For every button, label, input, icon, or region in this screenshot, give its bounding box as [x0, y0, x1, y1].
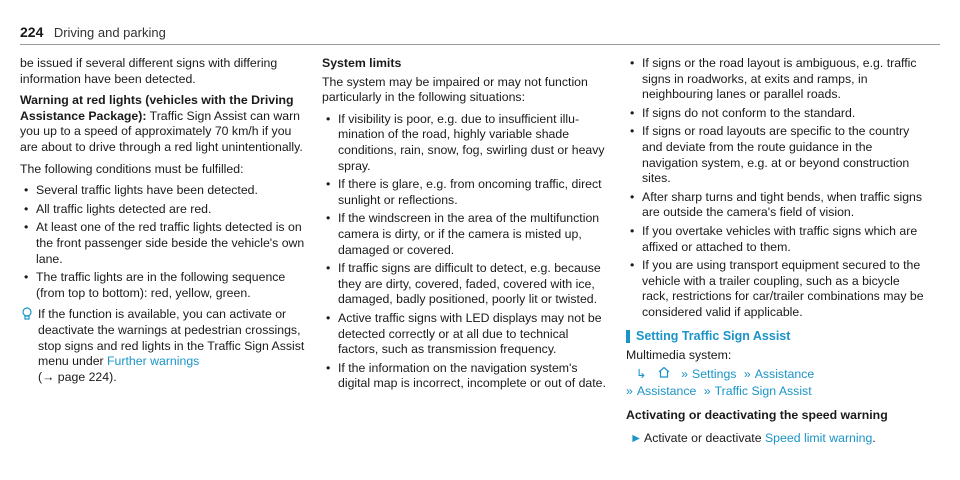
menu-path-line-2	[626, 384, 926, 400]
chevron-right-icon: »	[703, 384, 711, 399]
list-item: • The traffic lights are in the following sequence (from top to bottom): red, yellow, green.	[20, 270, 310, 301]
assistance-link[interactable]: Assistance	[754, 366, 815, 381]
list-item: • Several traffic lights have been detected.	[20, 183, 310, 199]
list-item: • If visibility is poor, e.g. due to insufficient illumination of the road, highly variable shade conditions, rain, snow, fog, swirling dust or heavy spray.	[322, 112, 612, 174]
column-3	[626, 56, 926, 447]
list-item: • If the windscreen in the area of the multifunction camera is dirty, or if the camera is misted up, damaged or covered.	[322, 211, 612, 258]
list-item: • If signs or road layouts are specific to the country and deviate from the route guidance in the navigation system, e.g. at or beyond construction sites.	[626, 124, 926, 186]
list-item: • If signs or the road layout is ambiguous, e.g. traffic signs in roadworks, at exits and ramps, in neighbouring lanes or parallel roads.	[626, 56, 926, 103]
chevron-right-icon: »	[743, 366, 751, 381]
system-limits-intro: The system may be impaired or may not function particularly in the following situations:	[322, 74, 588, 105]
list-item: • Active traffic signs with LED displays may not be detected correctly or at all due to technical factors, such as transmission frequency.	[322, 311, 612, 358]
info-icon	[20, 307, 34, 321]
note-text: If the function is available, you can activate or deactivate the warnings at pedestrian crossings, stop signs and red lights in the Traffic Sign Assist menu under	[38, 307, 305, 369]
play-arrow-icon: ►	[630, 431, 643, 446]
return-arrow-icon: ↳	[636, 366, 647, 381]
system-label: Multimedia system:	[626, 348, 732, 363]
list-item: • After sharp turns and tight bends, when traffic signs are outside the camera's field of vision.	[626, 190, 926, 221]
page-reference[interactable]: (→ page 224).	[38, 369, 117, 384]
page-number: 224	[20, 24, 44, 40]
home-icon[interactable]	[658, 367, 673, 381]
assistance-link[interactable]: Assistance	[636, 384, 697, 399]
list-item: • If you overtake vehicles with traffic signs which are affixed or attached to them.	[626, 224, 926, 255]
list-item: • If there is glare, e.g. from oncoming traffic, direct sunlight or reflections.	[322, 177, 612, 208]
traffic-sign-assist-link[interactable]: Traffic Sign Assist	[714, 384, 812, 399]
chevron-right-icon: »	[681, 366, 688, 381]
list-item: • If signs do not conform to the standard.	[626, 106, 926, 122]
limits-list-continued	[626, 56, 926, 321]
list-item: • All traffic lights detected are red.	[20, 202, 310, 218]
system-limits-heading: System limits	[322, 56, 402, 70]
list-item: • If traffic signs are difficult to detect, e.g. because they are dirty, covered, faded, covered with ice, damaged, badly positioned, poorly lit or twisted.	[322, 261, 612, 308]
action-step	[626, 431, 926, 447]
list-item: • If you are using transport equipment secured to the vehicle with a trailer coupling, such as a bicycle rack, restrictions for car/trailer combinations may be considered valid if applicable.	[626, 258, 926, 320]
setting-section-heading: Setting Traffic Sign Assist	[626, 329, 926, 345]
further-warnings-link[interactable]: Further warnings	[107, 354, 200, 369]
limits-list	[322, 112, 612, 392]
paragraph: be issued if several different signs with differing information have been detected.	[20, 56, 278, 86]
column-1	[20, 56, 310, 385]
speed-warning-subheading: Activating or deactivating the speed warning	[626, 407, 888, 422]
warning-paragraph	[20, 93, 310, 155]
settings-link[interactable]: Settings	[692, 366, 737, 381]
warning-body: Traffic Sign Assist can warn you up to a speed of approximately 70 km/h if you are about to drive through a red light unintentionally.	[20, 108, 303, 154]
list-item: • If the information on the navigation system's digital map is incorrect, incomplete or out of date.	[322, 361, 612, 392]
action-text: Activate or deactivate	[644, 431, 765, 446]
info-note	[20, 307, 310, 385]
section-name: Driving and parking	[53, 25, 166, 40]
list-item: • At least one of the red traffic lights detected is on the front passenger side beside the vehicle's own lane.	[20, 220, 310, 267]
chevron-right-icon: »	[626, 384, 633, 399]
column-2	[322, 56, 612, 398]
menu-path-line-1	[626, 366, 926, 383]
conditions-list	[20, 183, 310, 301]
warning-heading: Warning at red lights (vehicles with the Driving Assistance Package):	[20, 93, 294, 123]
speed-limit-warning-link[interactable]: Speed limit warning	[764, 431, 873, 446]
conditions-intro: The following conditions must be fulfilled:	[20, 161, 244, 176]
action-end: .	[872, 431, 876, 446]
page-header	[20, 24, 940, 45]
